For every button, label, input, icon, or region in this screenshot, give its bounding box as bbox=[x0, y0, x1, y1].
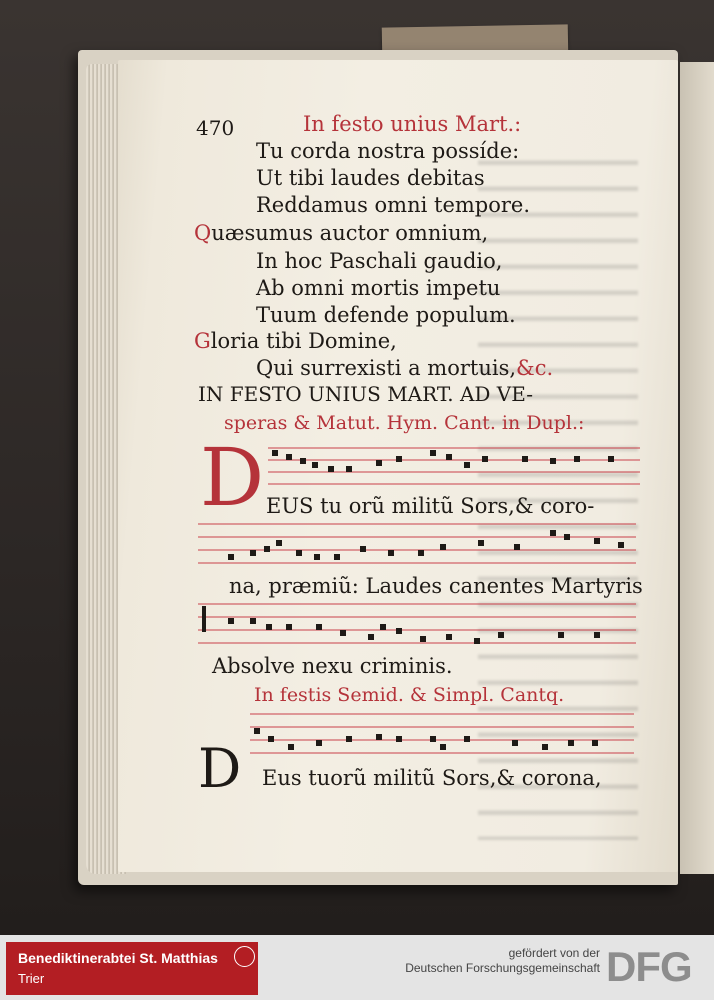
page-number: 470 bbox=[196, 116, 235, 140]
verse-line: In hoc Paschali gaudio, bbox=[256, 249, 503, 273]
music-staff bbox=[268, 446, 640, 490]
institution-badge[interactable] bbox=[6, 942, 258, 995]
verse-line: Tu corda nostra possíde: bbox=[256, 139, 520, 163]
section-rubric: speras & Matut. Hym. Cant. in Dupl.: bbox=[224, 412, 585, 434]
funding-line: gefördert von der bbox=[508, 946, 600, 960]
verse-line bbox=[194, 329, 397, 353]
funding-note bbox=[405, 946, 600, 976]
abbey-logo-icon bbox=[234, 946, 255, 967]
red-initial: G bbox=[194, 329, 211, 353]
verse-line bbox=[256, 356, 553, 380]
institution-city: Trier bbox=[18, 971, 45, 986]
music-staff bbox=[198, 602, 636, 650]
verse-line: Reddamus omni tempore. bbox=[256, 193, 531, 217]
section-title: IN FESTO UNIUS MART. AD VE- bbox=[198, 382, 533, 406]
footer-bar bbox=[0, 935, 714, 1000]
red-initial: Q bbox=[194, 221, 212, 245]
verse-line: Ut tibi laudes debitas bbox=[256, 166, 485, 190]
verse-line bbox=[194, 221, 488, 245]
etc-rubric: &c. bbox=[516, 356, 554, 380]
running-header: In festo unius Mart.: bbox=[303, 112, 522, 136]
decorated-initial: D bbox=[200, 431, 265, 524]
verse-text: Qui surrexisti a mortuis, bbox=[256, 356, 517, 380]
chant-lyric: Absolve nexu criminis. bbox=[212, 654, 453, 678]
institution-name: Benediktinerabtei St. Matthias bbox=[18, 950, 218, 966]
dfg-logo[interactable]: DFG bbox=[606, 943, 692, 990]
black-initial: D bbox=[198, 737, 242, 800]
music-staff bbox=[198, 522, 636, 570]
verse-line: Ab omni mortis impetu bbox=[256, 276, 501, 300]
music-staff bbox=[250, 712, 634, 758]
verse-text: uæsumus auctor omnium, bbox=[211, 221, 489, 245]
verse-line: Tuum defende populum. bbox=[256, 303, 516, 327]
chant-lyric: na, præmiũ: Laudes canentes Martyris bbox=[229, 574, 643, 598]
chant-lyric: Eus tuorũ militũ Sors,& corona, bbox=[262, 766, 602, 790]
chant-rubric: In festis Semid. & Simpl. Cantq. bbox=[254, 684, 565, 706]
chant-lyric: EUS tu orũ militũ Sors,& coro- bbox=[266, 494, 595, 518]
verse-text: loria tibi Domine, bbox=[210, 329, 397, 353]
facing-page bbox=[680, 62, 714, 874]
funding-line: Deutschen Forschungsgemeinschaft bbox=[405, 961, 600, 975]
